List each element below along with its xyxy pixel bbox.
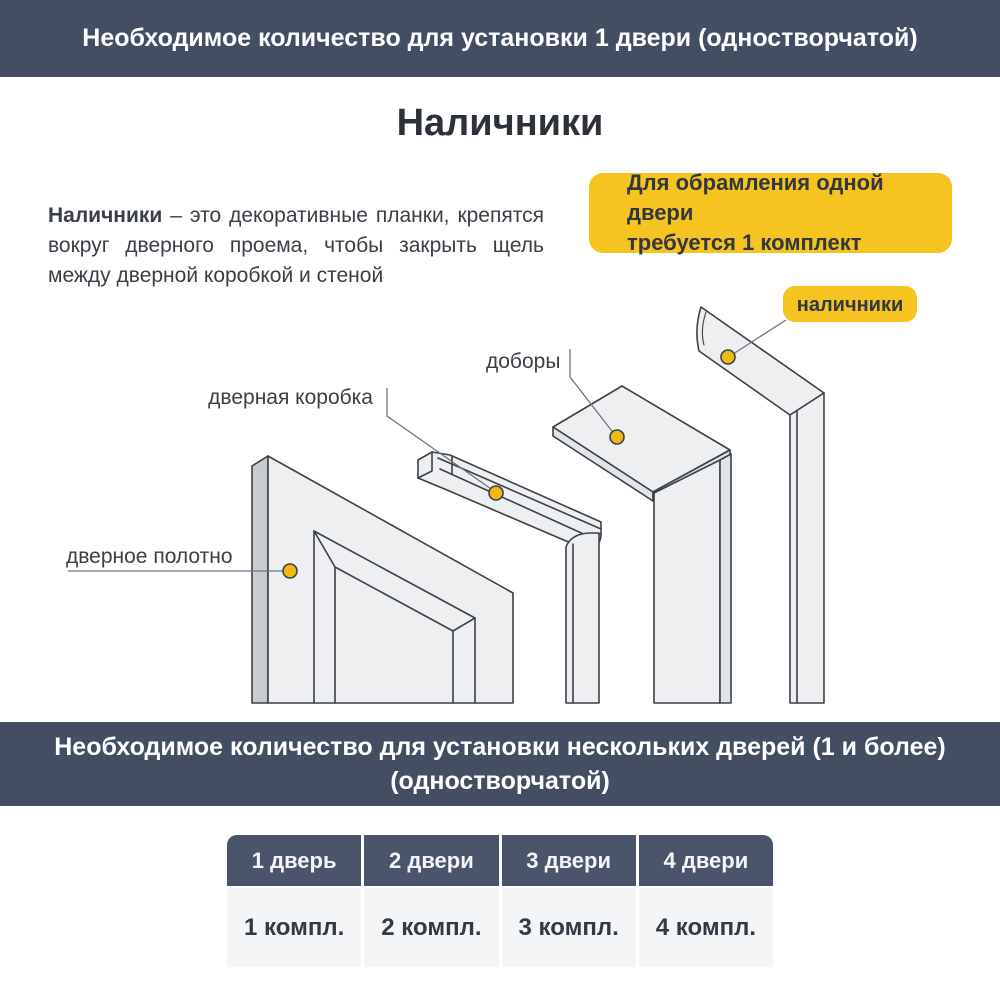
callout-line1: Для обрамления одной двери	[627, 170, 884, 225]
label-casings: наличники	[796, 294, 904, 316]
table-value-3-kits: 3 компл.	[502, 888, 636, 967]
label-extensions: доборы	[486, 350, 561, 373]
intro-text: – это декоративные планки, крепятся вокруг дверного проема, чтобы закрыть щель между дверной коробкой и стеной	[48, 204, 544, 287]
door-parts-diagram	[0, 280, 1000, 710]
kit-callout	[589, 170, 952, 255]
bottom-banner-line1: Необходимое количество для установки нескольких дверей (1 и более)	[54, 733, 946, 761]
callout-line2: требуется 1 комплект	[627, 230, 862, 255]
dot-door-leaf	[283, 564, 297, 578]
top-banner	[0, 0, 1000, 77]
table-header-2-doors: 2 двери	[364, 835, 498, 886]
intro-paragraph	[48, 201, 544, 291]
quantity-table	[227, 835, 773, 967]
table-header-3-doors: 3 двери	[502, 835, 636, 886]
dot-extensions	[610, 430, 624, 444]
bottom-banner	[0, 722, 1000, 806]
page-title: Наличники	[396, 102, 604, 144]
table-header-4-doors: 4 двери	[639, 835, 773, 886]
table-header-1-door: 1 дверь	[227, 835, 361, 886]
table-value-2-kits: 2 компл.	[364, 888, 498, 967]
dot-casings	[721, 350, 735, 364]
label-door-frame: дверная коробка	[208, 386, 373, 409]
bottom-banner-line2: (одностворчатой)	[390, 767, 610, 795]
label-door-leaf: дверное полотно	[66, 545, 233, 568]
top-banner-text: Необходимое количество для установки 1 двери (одностворчатой)	[82, 24, 918, 52]
casing-badge	[783, 286, 917, 322]
table-value-1-kit: 1 компл.	[227, 888, 361, 967]
dot-door-frame	[489, 486, 503, 500]
extension-panel-shape	[654, 454, 731, 703]
intro-lead-word: Наличники	[48, 204, 163, 227]
table-value-4-kits: 4 компл.	[639, 888, 773, 967]
